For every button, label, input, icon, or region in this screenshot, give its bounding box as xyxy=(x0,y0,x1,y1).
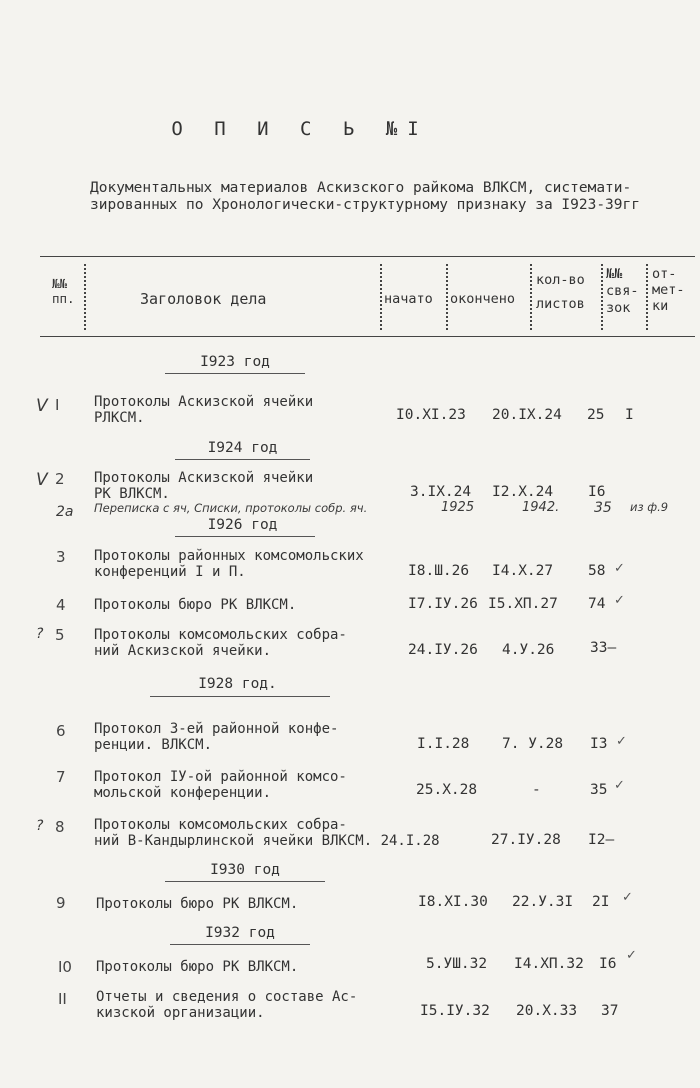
handwritten-mark: ? xyxy=(36,818,44,834)
row-sheets: I6 xyxy=(599,956,617,972)
document-title: О П И С Ь №I xyxy=(171,118,429,140)
row-start-date: 3.IX.24 xyxy=(410,484,472,500)
row-title-line-1: Протокол IУ-ой районной комсо- xyxy=(94,769,347,785)
check-mark-icon: ✓ xyxy=(614,778,625,793)
subtitle-line-2: зированных по Хронологически-структурному признаку за I923-39гг xyxy=(90,197,640,213)
row-title xyxy=(94,548,364,580)
row-sheets: 35 xyxy=(590,782,608,798)
header-separator xyxy=(446,264,448,330)
row-start-date: 5.УШ.32 xyxy=(426,956,488,972)
header-sheets-line-1: кол-во xyxy=(536,272,585,288)
row-start-date: I8.Ш.26 xyxy=(408,563,470,579)
header-bundle-col xyxy=(606,266,639,317)
header-bundle-line-1: №№ xyxy=(606,266,623,282)
row-number: II xyxy=(58,990,67,1008)
row-title-line-1: Протоколы районных комсомольских xyxy=(94,548,364,564)
header-title-col: Заголовок дела xyxy=(140,290,267,308)
row-title: Протоколы бюро РК ВЛКСМ. xyxy=(94,597,297,613)
row-title-line-1: Протоколы Аскизской ячейки xyxy=(94,470,314,486)
row-title xyxy=(94,470,313,502)
row-number: 8 xyxy=(55,818,65,836)
row-bundle: I xyxy=(625,407,634,423)
check-mark-icon: ✓ xyxy=(614,561,625,576)
row-title xyxy=(94,394,313,426)
header-separator xyxy=(380,264,382,330)
year-heading: I932 год xyxy=(205,925,275,941)
header-start-col: начато xyxy=(384,291,433,307)
year-underline xyxy=(170,944,310,945)
row-title-line-1: Протокол 3-ей районной конфе- xyxy=(94,721,339,737)
row-end-date: 1942. xyxy=(522,500,560,515)
row-end-date: 4.У.26 xyxy=(502,642,555,658)
row-end-date: 20.IX.24 xyxy=(492,407,562,423)
year-underline xyxy=(150,696,330,697)
row-sheets: 25 xyxy=(587,407,605,423)
year-heading: I926 год xyxy=(207,517,278,533)
row-title: Протоколы бюро РК ВЛКСМ. xyxy=(96,959,299,975)
row-number: 5 xyxy=(55,626,65,644)
header-separator xyxy=(646,264,648,330)
year-heading: I924 год xyxy=(207,440,278,456)
header-top-rule xyxy=(40,256,695,257)
row-number: 2 xyxy=(55,470,65,488)
year-heading: I923 год xyxy=(200,354,270,370)
row-title-line-1: Протоколы комсомольских собра- xyxy=(94,627,347,643)
handwritten-mark: V xyxy=(36,396,48,416)
row-end-date: I4.X.27 xyxy=(492,563,554,579)
row-sheets: 58 xyxy=(588,563,606,579)
row-number: I0 xyxy=(58,958,72,976)
row-number: 3 xyxy=(56,548,66,566)
header-separator xyxy=(84,264,86,330)
row-start-date: 25.X.28 xyxy=(416,782,478,798)
row-sheets: I3 xyxy=(590,736,608,752)
row-title-line-2: РК ВЛКСМ. xyxy=(94,486,170,502)
year-underline xyxy=(165,373,305,374)
header-separator xyxy=(601,264,603,330)
header-notes-col xyxy=(652,266,685,314)
row-note: из ф.9 xyxy=(630,500,669,514)
handwritten-mark: ? xyxy=(36,626,44,642)
row-start-date: I0.XI.23 xyxy=(396,407,466,423)
row-end-date: 20.X.33 xyxy=(516,1003,578,1019)
row-title: Протоколы бюро РК ВЛКСМ. xyxy=(96,896,299,912)
header-number-line-1: №№ xyxy=(52,276,68,291)
header-separator xyxy=(530,264,532,330)
row-end-date: 7. У.28 xyxy=(502,736,564,752)
row-end-date: I2.X.24 xyxy=(492,484,554,500)
document-subtitle xyxy=(90,180,640,214)
year-heading: I928 год. xyxy=(198,676,277,692)
header-notes-line-3: ки xyxy=(652,298,669,314)
row-sheets: 37 xyxy=(601,1003,619,1019)
year-underline xyxy=(175,459,310,460)
row-end-date: I5.XП.27 xyxy=(488,596,558,612)
header-bottom-rule xyxy=(40,336,695,337)
row-start-date: I5.IУ.32 xyxy=(420,1003,490,1019)
header-number-col xyxy=(52,276,75,306)
row-number: 9 xyxy=(56,894,66,912)
row-title-line-2: кизской организации. xyxy=(96,1005,265,1021)
row-sheets: I6 xyxy=(588,484,606,500)
year-underline xyxy=(175,536,315,537)
header-number-line-2: пп. xyxy=(52,291,75,306)
row-end-date: I4.XП.32 xyxy=(514,956,584,972)
row-start-date: 24.IУ.26 xyxy=(408,642,478,658)
row-title: Переписка с яч, Списки, протоколы собр. яч. xyxy=(94,501,368,515)
row-title xyxy=(94,721,338,753)
row-title-line-1: Протоколы Аскизской ячейки xyxy=(94,394,314,410)
row-sheets: 2I xyxy=(592,894,610,910)
row-title-line-2: РЛКСМ. xyxy=(94,410,145,426)
row-start-date: I8.XI.30 xyxy=(418,894,488,910)
row-number: 7 xyxy=(56,768,66,786)
row-title-line-1: Отчеты и сведения о составе Ас- xyxy=(96,989,358,1005)
row-title xyxy=(94,627,347,659)
row-end-date: - xyxy=(532,782,541,798)
row-end-date: 27.IУ.28 xyxy=(491,832,561,848)
row-start-date: I7.IУ.26 xyxy=(408,596,478,612)
header-bundle-line-2: свя- xyxy=(606,283,639,299)
row-start-date: 1925 xyxy=(441,500,475,515)
row-start-date: I.I.28 xyxy=(417,736,470,752)
row-number: 4 xyxy=(56,596,66,614)
header-sheets-line-2: листов xyxy=(536,296,585,312)
row-sheets: 35 xyxy=(594,500,612,516)
row-title-line-2: ний Аскизской ячейки. xyxy=(94,643,272,659)
header-bundle-line-3: зок xyxy=(606,300,631,316)
check-mark-icon: ✓ xyxy=(626,948,637,963)
subtitle-line-1: Документальных материалов Аскизского райкома ВЛКСМ, системати- xyxy=(90,180,632,196)
row-sheets: 74 xyxy=(588,596,606,612)
header-notes-line-1: от- xyxy=(652,266,677,282)
check-mark-icon: ✓ xyxy=(616,734,627,749)
row-number: 6 xyxy=(56,722,66,740)
header-end-col: окончено xyxy=(450,291,516,307)
check-mark-icon: ✓ xyxy=(614,593,625,608)
row-title xyxy=(94,817,440,849)
year-underline xyxy=(165,881,325,882)
row-sheets: I2— xyxy=(588,832,615,848)
year-heading: I930 год xyxy=(210,862,280,878)
row-title-line-2: конференций I и П. xyxy=(94,564,246,580)
row-number: I xyxy=(55,396,60,414)
row-title xyxy=(94,769,347,801)
row-sheets: 33— xyxy=(590,640,617,656)
row-title-line-2: ний В-Кандырлинской ячейки ВЛКСМ. 24.I.28 xyxy=(94,833,440,849)
row-number: 2а xyxy=(56,504,74,520)
check-mark-icon: ✓ xyxy=(622,890,633,905)
row-title-line-2: мольской конференции. xyxy=(94,785,272,801)
row-title-line-1: Протоколы комсомольских собра- xyxy=(94,817,347,833)
row-end-date: 22.У.3I xyxy=(512,894,574,910)
row-title xyxy=(96,989,357,1021)
header-notes-line-2: мет- xyxy=(652,282,685,298)
row-title-line-2: ренции. ВЛКСМ. xyxy=(94,737,213,753)
header-sheets-col xyxy=(536,268,585,316)
handwritten-mark: V xyxy=(36,470,48,490)
